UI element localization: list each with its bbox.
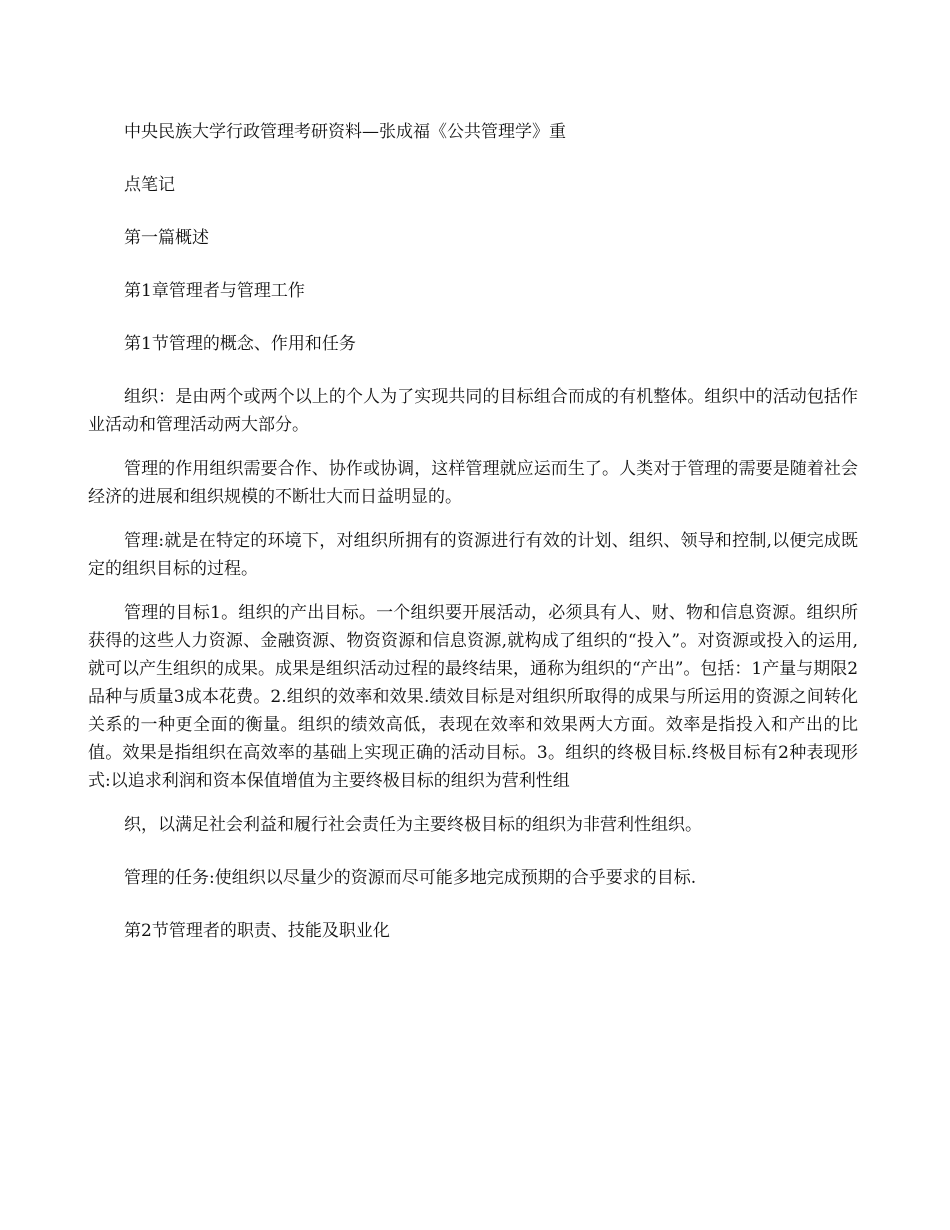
section-heading-1: 第1节管理的概念、作用和任务 — [124, 334, 356, 354]
paragraph-management-tasks: 管理的任务:使组织以尽量少的资源而尽可能多地完成预期的合乎要求的目标. — [124, 868, 697, 888]
section-heading-2: 第2节管理者的职责、技能及职业化 — [124, 921, 390, 941]
chapter-heading: 第1章管理者与管理工作 — [124, 281, 305, 301]
paragraph-management-goals: 管理的目标1。组织的产出目标。一个组织要开展活动，必须具有人、财、物和信息资源。组织所获得的这些人力资源、金融资源、物资资源和信息资源,就构成了组织的“投入”。对资源或投入的运用,就可以产生组织的成果。成果是组织活动过程的最终结果，通称为组织的“产出”。包括：1产量与期限2品种与质量3成本花费。2.组织的效率和效果.绩效目标是对组织所取得的成果与所运用的资源之间转化关系的一种更全面的衡量。组织的绩效高低，表现在效率和效果两大方面。效率是指投入和产出的比值。效果是指组织在高效率的基础上实现正确的活动目标。3。组织的终极目标.终极目标有2种表现形式:以追求利润和资本保值增值为主要终极目标的组织为营利性组 — [88, 603, 859, 791]
document-title-line-1: 中央民族大学行政管理考研资料—张成福《公共管理学》重 — [124, 122, 566, 142]
paragraph-management-definition: 管理:就是在特定的环境下，对组织所拥有的资源进行有效的计划、组织、领导和控制,以便完成既定的组织目标的过程。 — [88, 531, 858, 579]
document-page — [88, 118, 858, 970]
document-title-line-2: 点笔记 — [124, 175, 175, 195]
part-heading: 第一篇概述 — [124, 228, 209, 248]
paragraph-management-role: 管理的作用组织需要合作、协作或协调，这样管理就应运而生了。人类对于管理的需要是随着社会经济的进展和组织规模的不断壮大而日益明显的。 — [88, 459, 858, 507]
paragraph-goals-continued: 织，以满足社会利益和履行社会责任为主要终极目标的组织为非营利性组织。 — [124, 815, 702, 835]
paragraph-organization: 组织：是由两个或两个以上的个人为了实现共同的目标组合而成的有机整体。组织中的活动包括作业活动和管理活动两大部分。 — [88, 387, 858, 435]
